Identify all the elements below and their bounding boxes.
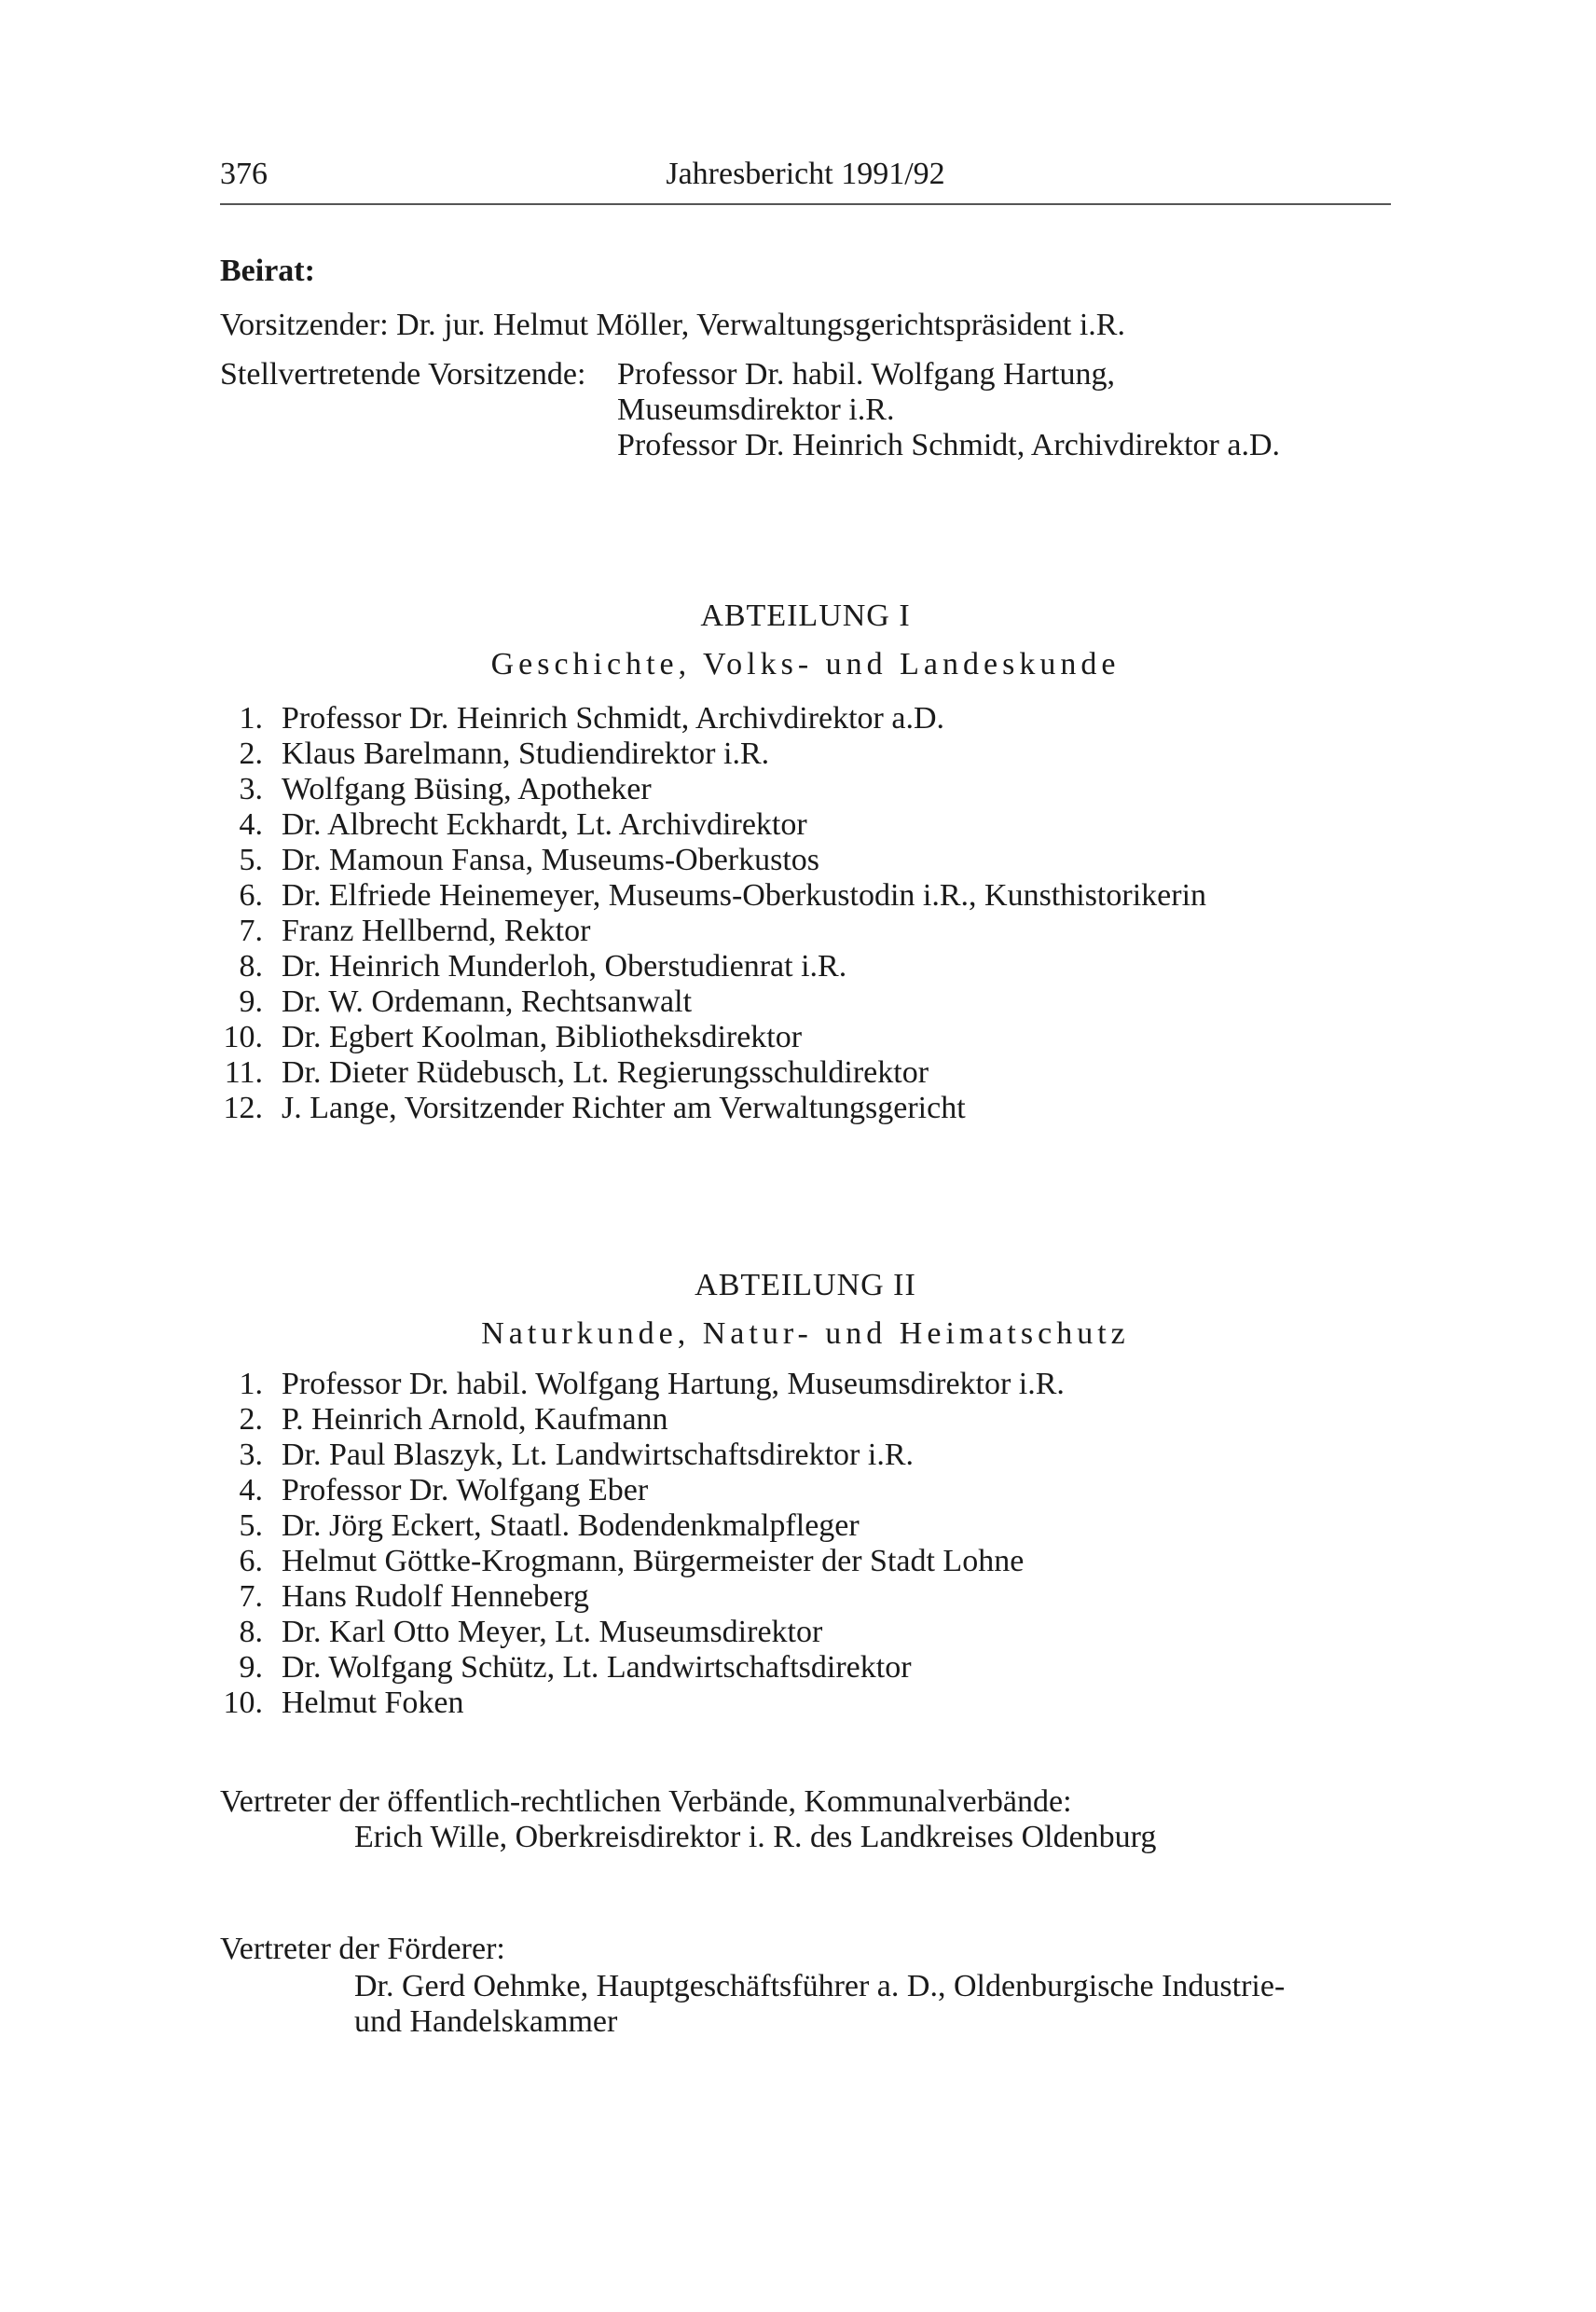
representatives-sponsors-label: Vertreter der Förderer: [220, 1932, 505, 1966]
list-item-number: 8. [239, 1615, 263, 1649]
list-item-text: P. Heinrich Arnold, Kaufmann [282, 1402, 668, 1437]
list-item-number: 1. [239, 701, 263, 736]
section-title-abteilung-2: ABTEILUNG II [695, 1268, 916, 1302]
representatives-sponsors-line: Dr. Gerd Oehmke, Hauptgeschäftsführer a. D., Oldenburgische Industrie- [354, 1969, 1286, 2003]
list-item-number: 2. [239, 736, 263, 771]
list-item-number: 9. [239, 1650, 263, 1685]
list-item-text: Dr. Mamoun Fansa, Museums-Oberkustos [282, 843, 820, 877]
representatives-associations-label: Vertreter der öffentlich-rechtlichen Verbände, Kommunalverbände: [220, 1784, 1072, 1819]
section-subtitle-abteilung-2: Naturkunde, Natur- und Heimatschutz [481, 1316, 1130, 1351]
list-item-text: Dr. Jörg Eckert, Staatl. Bodendenkmalpfleger [282, 1508, 860, 1543]
list-item-text: Professor Dr. Wolfgang Eber [282, 1473, 649, 1507]
list-item-text: Franz Hellbernd, Rektor [282, 914, 591, 948]
section-title-abteilung-1: ABTEILUNG I [700, 599, 911, 633]
list-item-text: Helmut Göttke-Krogmann, Bürgermeister der Stadt Lohne [282, 1544, 1025, 1578]
list-item-number: 7. [239, 1579, 263, 1614]
list-item-number: 6. [239, 878, 263, 913]
list-item-text: Professor Dr. habil. Wolfgang Hartung, Museumsdirektor i.R. [282, 1367, 1065, 1401]
list-item-number: 2. [239, 1402, 263, 1437]
list-item-number: 4. [239, 1473, 263, 1507]
list-item-text: Dr. Karl Otto Meyer, Lt. Museumsdirektor [282, 1615, 823, 1649]
list-item-number: 3. [239, 772, 263, 806]
list-item-number: 8. [239, 949, 263, 984]
list-item-number: 1. [239, 1367, 263, 1401]
list-item-number: 10. [223, 1020, 263, 1054]
list-item-number: 12. [223, 1091, 263, 1125]
list-item-text: Professor Dr. Heinrich Schmidt, Archivdirektor a.D. [282, 701, 945, 736]
list-item-number: 11. [224, 1055, 263, 1090]
list-item-number: 7. [239, 914, 263, 948]
section-subtitle-abteilung-1: Geschichte, Volks- und Landeskunde [490, 647, 1121, 681]
list-item-text: Dr. Dieter Rüdebusch, Lt. Regierungsschuldirektor [282, 1055, 929, 1090]
list-item-text: Klaus Barelmann, Studiendirektor i.R. [282, 736, 770, 771]
list-item-number: 3. [239, 1438, 263, 1472]
list-item-number: 5. [239, 1508, 263, 1543]
list-item-text: Dr. Paul Blaszyk, Lt. Landwirtschaftsdirektor i.R. [282, 1438, 914, 1472]
list-item-number: 9. [239, 984, 263, 1019]
beirat-deputy-line: Museumsdirektor i.R. [617, 392, 895, 427]
beirat-heading: Beirat: [220, 254, 315, 288]
list-item-text: Wolfgang Büsing, Apotheker [282, 772, 652, 806]
list-item-text: Dr. Wolfgang Schütz, Lt. Landwirtschaftsdirektor [282, 1650, 912, 1685]
running-title: Jahresbericht 1991/92 [666, 157, 945, 191]
list-item-text: Dr. W. Ordemann, Rechtsanwalt [282, 984, 693, 1019]
list-item-number: 5. [239, 843, 263, 877]
list-item-text: Helmut Foken [282, 1686, 464, 1720]
list-item-text: Dr. Elfriede Heinemeyer, Museums-Oberkustodin i.R., Kunsthistorikerin [282, 878, 1207, 913]
list-item-number: 10. [223, 1686, 263, 1720]
list-item-number: 6. [239, 1544, 263, 1578]
page-number: 376 [220, 157, 268, 191]
list-item-text: Dr. Heinrich Munderloh, Oberstudienrat i.R. [282, 949, 847, 984]
list-item-text: J. Lange, Vorsitzender Richter am Verwaltungsgericht [282, 1091, 966, 1125]
beirat-deputy-line: Professor Dr. habil. Wolfgang Hartung, [617, 357, 1115, 392]
representatives-associations-name: Erich Wille, Oberkreisdirektor i. R. des Landkreises Oldenburg [354, 1820, 1157, 1854]
list-item-text: Dr. Egbert Koolman, Bibliotheksdirektor [282, 1020, 803, 1054]
list-item-text: Hans Rudolf Henneberg [282, 1579, 589, 1614]
beirat-deputy-line: Professor Dr. Heinrich Schmidt, Archivdirektor a.D. [617, 428, 1281, 462]
page-header [220, 157, 1391, 205]
list-item-text: Dr. Albrecht Eckhardt, Lt. Archivdirektor [282, 807, 807, 842]
beirat-chair: Vorsitzender: Dr. jur. Helmut Möller, Verwaltungsgerichtspräsident i.R. [220, 308, 1125, 342]
list-item-number: 4. [239, 807, 263, 842]
beirat-deputy-label: Stellvertretende Vorsitzende: [220, 357, 586, 392]
representatives-sponsors-line: und Handelskammer [354, 2004, 618, 2039]
